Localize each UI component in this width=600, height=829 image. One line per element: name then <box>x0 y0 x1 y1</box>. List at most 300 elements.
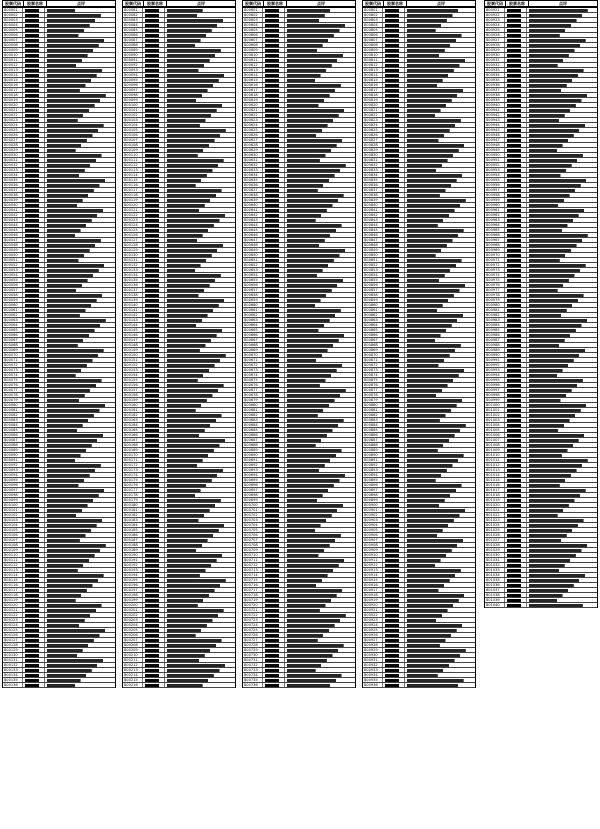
stock-code: 800102 <box>3 513 23 517</box>
stock-comment <box>165 188 235 192</box>
stock-comment <box>405 13 475 17</box>
stock-comment <box>45 328 115 332</box>
stock-code: 800150 <box>123 353 143 357</box>
stock-comment <box>45 263 115 267</box>
stock-name <box>23 348 45 352</box>
stock-name <box>143 148 165 152</box>
stock-comment <box>45 288 115 292</box>
stock-code: 800688 <box>243 443 263 447</box>
stock-code: 800131 <box>3 658 23 662</box>
stock-name <box>263 463 285 467</box>
stock-name <box>505 173 527 177</box>
stock-code: 800183 <box>123 518 143 522</box>
stock-comment <box>527 443 597 447</box>
stock-name <box>143 18 165 22</box>
stock-code: 800677 <box>243 388 263 392</box>
stock-name <box>383 558 405 562</box>
stock-name <box>505 463 527 467</box>
stock-code: 800861 <box>363 308 383 312</box>
stock-code: 800843 <box>363 218 383 222</box>
stock-comment <box>285 353 355 357</box>
stock-code: 800073 <box>3 368 23 372</box>
stock-comment <box>405 73 475 77</box>
stock-code: 800730 <box>243 653 263 657</box>
stock-name <box>505 343 527 347</box>
stock-comment <box>405 618 475 622</box>
stock-code: 800135 <box>123 278 143 282</box>
stock-code: 800693 <box>243 468 263 472</box>
stock-code: 800116 <box>3 583 23 587</box>
stock-comment <box>285 143 355 147</box>
stock-comment <box>285 63 355 67</box>
stock-comment <box>285 288 355 292</box>
stock-name <box>505 598 527 602</box>
stock-name <box>263 548 285 552</box>
stock-comment <box>285 313 355 317</box>
stock-name <box>383 523 405 527</box>
stock-name <box>383 103 405 107</box>
stock-code: 801018 <box>485 493 505 497</box>
stock-comment <box>405 158 475 162</box>
stock-comment <box>45 608 115 612</box>
stock-name <box>143 273 165 277</box>
stock-name <box>383 33 405 37</box>
stock-code: 800056 <box>3 283 23 287</box>
stock-code: 800983 <box>485 318 505 322</box>
stock-name <box>263 178 285 182</box>
stock-comment <box>285 458 355 462</box>
stock-comment <box>285 83 355 87</box>
stock-name <box>143 623 165 627</box>
stock-comment <box>45 368 115 372</box>
table-header <box>362 0 476 8</box>
stock-name <box>383 603 405 607</box>
stock-comment <box>405 643 475 647</box>
stock-name <box>23 368 45 372</box>
stock-code: 800140 <box>123 303 143 307</box>
stock-code: 800130 <box>3 653 23 657</box>
stock-comment <box>45 208 115 212</box>
stock-code: 800083 <box>3 418 23 422</box>
stock-code: 800994 <box>485 373 505 377</box>
table-header <box>2 0 116 8</box>
stock-code: 800802 <box>363 13 383 17</box>
stock-name <box>263 413 285 417</box>
stock-name <box>505 523 527 527</box>
stock-name <box>23 323 45 327</box>
stock-name <box>383 478 405 482</box>
stock-comment <box>405 223 475 227</box>
stock-code: 800031 <box>3 158 23 162</box>
stock-code: 800163 <box>123 418 143 422</box>
stock-comment <box>285 223 355 227</box>
stock-code: 800926 <box>363 633 383 637</box>
stock-code: 800932 <box>485 63 505 67</box>
stock-comment <box>165 143 235 147</box>
stock-comment <box>405 83 475 87</box>
stock-name <box>383 423 405 427</box>
stock-name <box>263 378 285 382</box>
stock-code: 801013 <box>485 468 505 472</box>
stock-name <box>505 528 527 532</box>
stock-code: 801003 <box>485 418 505 422</box>
stock-name <box>505 208 527 212</box>
stock-name <box>143 498 165 502</box>
stock-code: 801025 <box>485 528 505 532</box>
stock-name <box>383 483 405 487</box>
stock-code: 800960 <box>485 203 505 207</box>
stock-code: 800026 <box>3 133 23 137</box>
stock-name <box>505 488 527 492</box>
stock-code: 800732 <box>243 663 263 667</box>
stock-name <box>263 418 285 422</box>
stock-name <box>505 143 527 147</box>
stock-name <box>143 298 165 302</box>
stock-name <box>143 438 165 442</box>
stock-comment <box>45 618 115 622</box>
stock-comment <box>45 58 115 62</box>
stock-comment <box>527 98 597 102</box>
stock-code: 800189 <box>123 548 143 552</box>
stock-comment <box>165 513 235 517</box>
stock-comment <box>405 648 475 652</box>
stock-name <box>505 453 527 457</box>
stock-comment <box>45 573 115 577</box>
stock-code: 800097 <box>123 88 143 92</box>
stock-name <box>23 103 45 107</box>
stock-name <box>505 563 527 567</box>
stock-code: 800826 <box>363 133 383 137</box>
stock-name <box>263 253 285 257</box>
stock-comment <box>285 38 355 42</box>
stock-name <box>143 153 165 157</box>
stock-name <box>383 213 405 217</box>
stock-comment <box>165 83 235 87</box>
stock-name <box>263 628 285 632</box>
stock-name <box>23 643 45 647</box>
stock-comment <box>165 128 235 132</box>
stock-comment <box>165 278 235 282</box>
stock-code: 800027 <box>3 138 23 142</box>
stock-comment <box>165 488 235 492</box>
stock-comment <box>285 583 355 587</box>
stock-code: 800936 <box>485 83 505 87</box>
stock-comment <box>165 623 235 627</box>
stock-code: 800982 <box>485 313 505 317</box>
stock-name <box>23 98 45 102</box>
stock-code: 800088 <box>3 443 23 447</box>
stock-name <box>23 498 45 502</box>
stock-comment <box>405 493 475 497</box>
stock-code: 800671 <box>243 358 263 362</box>
stock-code: 800689 <box>243 448 263 452</box>
stock-comment <box>527 163 597 167</box>
stock-name <box>263 373 285 377</box>
stock-comment <box>527 508 597 512</box>
stock-comment <box>45 78 115 82</box>
stock-code: 800721 <box>243 608 263 612</box>
stock-comment <box>405 33 475 37</box>
stock-name <box>23 328 45 332</box>
stock-code: 800657 <box>243 288 263 292</box>
stock-code: 800993 <box>485 368 505 372</box>
stock-comment <box>165 438 235 442</box>
stock-code: 800644 <box>243 223 263 227</box>
stock-code: 800681 <box>243 408 263 412</box>
stock-comment <box>285 218 355 222</box>
stock-comment <box>45 23 115 27</box>
stock-name <box>505 153 527 157</box>
stock-comment <box>45 143 115 147</box>
stock-name <box>143 383 165 387</box>
stock-comment <box>405 373 475 377</box>
stock-comment <box>405 288 475 292</box>
stock-name <box>383 253 405 257</box>
stock-name <box>263 448 285 452</box>
stock-comment <box>527 53 597 57</box>
stock-code: 800968 <box>485 243 505 247</box>
stock-comment <box>285 328 355 332</box>
stock-comment <box>285 368 355 372</box>
header-comment: 点评 <box>77 1 85 6</box>
stock-code: 801035 <box>485 578 505 582</box>
stock-code: 800084 <box>123 23 143 27</box>
stock-name <box>505 398 527 402</box>
stock-code: 801034 <box>485 573 505 577</box>
stock-name <box>383 493 405 497</box>
stock-comment <box>45 323 115 327</box>
stock-name <box>383 378 405 382</box>
stock-comment <box>405 113 475 117</box>
stock-comment <box>405 408 475 412</box>
stock-name <box>505 328 527 332</box>
stock-name <box>383 448 405 452</box>
stock-comment <box>405 268 475 272</box>
stock-code: 800123 <box>123 218 143 222</box>
stock-code: 800996 <box>485 383 505 387</box>
stock-name <box>23 263 45 267</box>
stock-name <box>263 288 285 292</box>
stock-code: 800094 <box>123 73 143 77</box>
stock-comment <box>45 428 115 432</box>
stock-name <box>263 248 285 252</box>
stock-code: 800036 <box>3 183 23 187</box>
stock-comment <box>165 583 235 587</box>
stock-name <box>143 443 165 447</box>
stock-name <box>505 103 527 107</box>
stock-code: 800801 <box>363 8 383 12</box>
stock-code: 800690 <box>243 453 263 457</box>
stock-comment <box>405 148 475 152</box>
stock-code: 800049 <box>3 248 23 252</box>
stock-name <box>23 423 45 427</box>
stock-name <box>143 113 165 117</box>
stock-code: 800930 <box>485 53 505 57</box>
stock-code: 800698 <box>243 493 263 497</box>
stock-code: 800601 <box>243 8 263 12</box>
stock-code: 800991 <box>485 358 505 362</box>
header-comment: 点评 <box>317 1 325 6</box>
stock-code: 800912 <box>363 563 383 567</box>
stock-name <box>505 468 527 472</box>
stock-name <box>505 413 527 417</box>
stock-comment <box>165 163 235 167</box>
stock-comment <box>165 678 235 682</box>
stock-code: 800164 <box>123 423 143 427</box>
stock-name <box>143 203 165 207</box>
stock-name <box>143 488 165 492</box>
stock-code: 800966 <box>485 233 505 237</box>
stock-code: 800675 <box>243 378 263 382</box>
stock-name <box>383 293 405 297</box>
stock-code: 800980 <box>485 303 505 307</box>
stock-comment <box>45 98 115 102</box>
stock-comment <box>45 653 115 657</box>
stock-comment <box>45 13 115 17</box>
stock-code: 800897 <box>363 488 383 492</box>
stock-name <box>143 188 165 192</box>
stock-name <box>383 453 405 457</box>
stock-name <box>263 8 285 12</box>
stock-name <box>505 288 527 292</box>
stock-comment <box>165 643 235 647</box>
stock-name <box>263 173 285 177</box>
stock-code: 801001 <box>485 408 505 412</box>
stock-name <box>143 433 165 437</box>
stock-name <box>383 598 405 602</box>
stock-code: 800666 <box>243 333 263 337</box>
stock-code: 800112 <box>3 563 23 567</box>
stock-comment <box>45 453 115 457</box>
stock-name <box>23 588 45 592</box>
stock-name <box>263 273 285 277</box>
stock-code: 800803 <box>363 18 383 22</box>
stock-name <box>143 8 165 12</box>
stock-comment <box>45 158 115 162</box>
stock-code: 800879 <box>363 398 383 402</box>
stock-comment <box>285 318 355 322</box>
stock-name <box>23 593 45 597</box>
stock-comment <box>285 618 355 622</box>
stock-code: 800952 <box>485 163 505 167</box>
stock-name <box>263 133 285 137</box>
stock-comment <box>405 58 475 62</box>
stock-name <box>505 483 527 487</box>
stock-code: 800123 <box>3 618 23 622</box>
stock-comment <box>405 508 475 512</box>
stock-name <box>23 133 45 137</box>
stock-comment <box>285 593 355 597</box>
stock-code: 800928 <box>485 43 505 47</box>
stock-comment <box>45 73 115 77</box>
stock-code: 800662 <box>243 313 263 317</box>
stock-code: 800854 <box>363 273 383 277</box>
stock-comment <box>45 348 115 352</box>
stock-comment <box>165 18 235 22</box>
stock-name <box>383 168 405 172</box>
stock-name <box>383 23 405 27</box>
stock-comment <box>405 418 475 422</box>
stock-name <box>505 188 527 192</box>
stock-name <box>505 278 527 282</box>
stock-comment <box>285 393 355 397</box>
stock-name <box>383 568 405 572</box>
stock-name <box>383 548 405 552</box>
stock-code: 800840 <box>363 203 383 207</box>
stock-name <box>505 33 527 37</box>
stock-comment <box>405 668 475 672</box>
stock-comment <box>165 93 235 97</box>
stock-name <box>143 618 165 622</box>
stock-comment <box>405 123 475 127</box>
stock-comment <box>45 683 115 687</box>
stock-code: 800051 <box>3 258 23 262</box>
stock-comment <box>405 673 475 677</box>
stock-code: 800090 <box>123 53 143 57</box>
stock-name <box>143 313 165 317</box>
stock-comment <box>405 603 475 607</box>
stock-name <box>263 113 285 117</box>
stock-code: 800977 <box>485 288 505 292</box>
stock-code: 800841 <box>363 208 383 212</box>
stock-comment <box>405 118 475 122</box>
stock-code: 800617 <box>243 88 263 92</box>
stock-code: 800180 <box>123 503 143 507</box>
stock-name <box>263 543 285 547</box>
stock-code: 801006 <box>485 433 505 437</box>
stock-code: 800890 <box>363 453 383 457</box>
stock-name <box>23 308 45 312</box>
stock-name <box>143 223 165 227</box>
stock-code: 800955 <box>485 178 505 182</box>
stock-code: 800635 <box>243 178 263 182</box>
stock-name <box>143 293 165 297</box>
stock-comment <box>165 673 235 677</box>
stock-name <box>383 323 405 327</box>
stock-name <box>505 313 527 317</box>
stock-comment <box>527 273 597 277</box>
stock-comment <box>405 213 475 217</box>
stock-name <box>505 283 527 287</box>
stock-code: 800885 <box>363 428 383 432</box>
stock-comment <box>527 318 597 322</box>
stock-name <box>23 298 45 302</box>
stock-name <box>505 293 527 297</box>
stock-code: 800862 <box>363 313 383 317</box>
stock-name <box>505 448 527 452</box>
stock-name <box>263 163 285 167</box>
stock-code: 800200 <box>123 603 143 607</box>
stock-comment <box>285 553 355 557</box>
stock-name <box>143 638 165 642</box>
stock-name <box>23 118 45 122</box>
stock-comment <box>285 193 355 197</box>
stock-code: 800120 <box>123 203 143 207</box>
stock-code: 800212 <box>123 663 143 667</box>
stock-comment <box>285 208 355 212</box>
stock-comment <box>527 538 597 542</box>
stock-code: 800199 <box>123 598 143 602</box>
stock-code: 800940 <box>485 103 505 107</box>
stock-comment <box>285 228 355 232</box>
stock-code: 800655 <box>243 278 263 282</box>
stock-comment <box>405 258 475 262</box>
stock-name <box>383 583 405 587</box>
stock-code: 800924 <box>363 623 383 627</box>
stock-name <box>143 493 165 497</box>
stock-code: 801038 <box>485 593 505 597</box>
stock-code: 800085 <box>123 28 143 32</box>
